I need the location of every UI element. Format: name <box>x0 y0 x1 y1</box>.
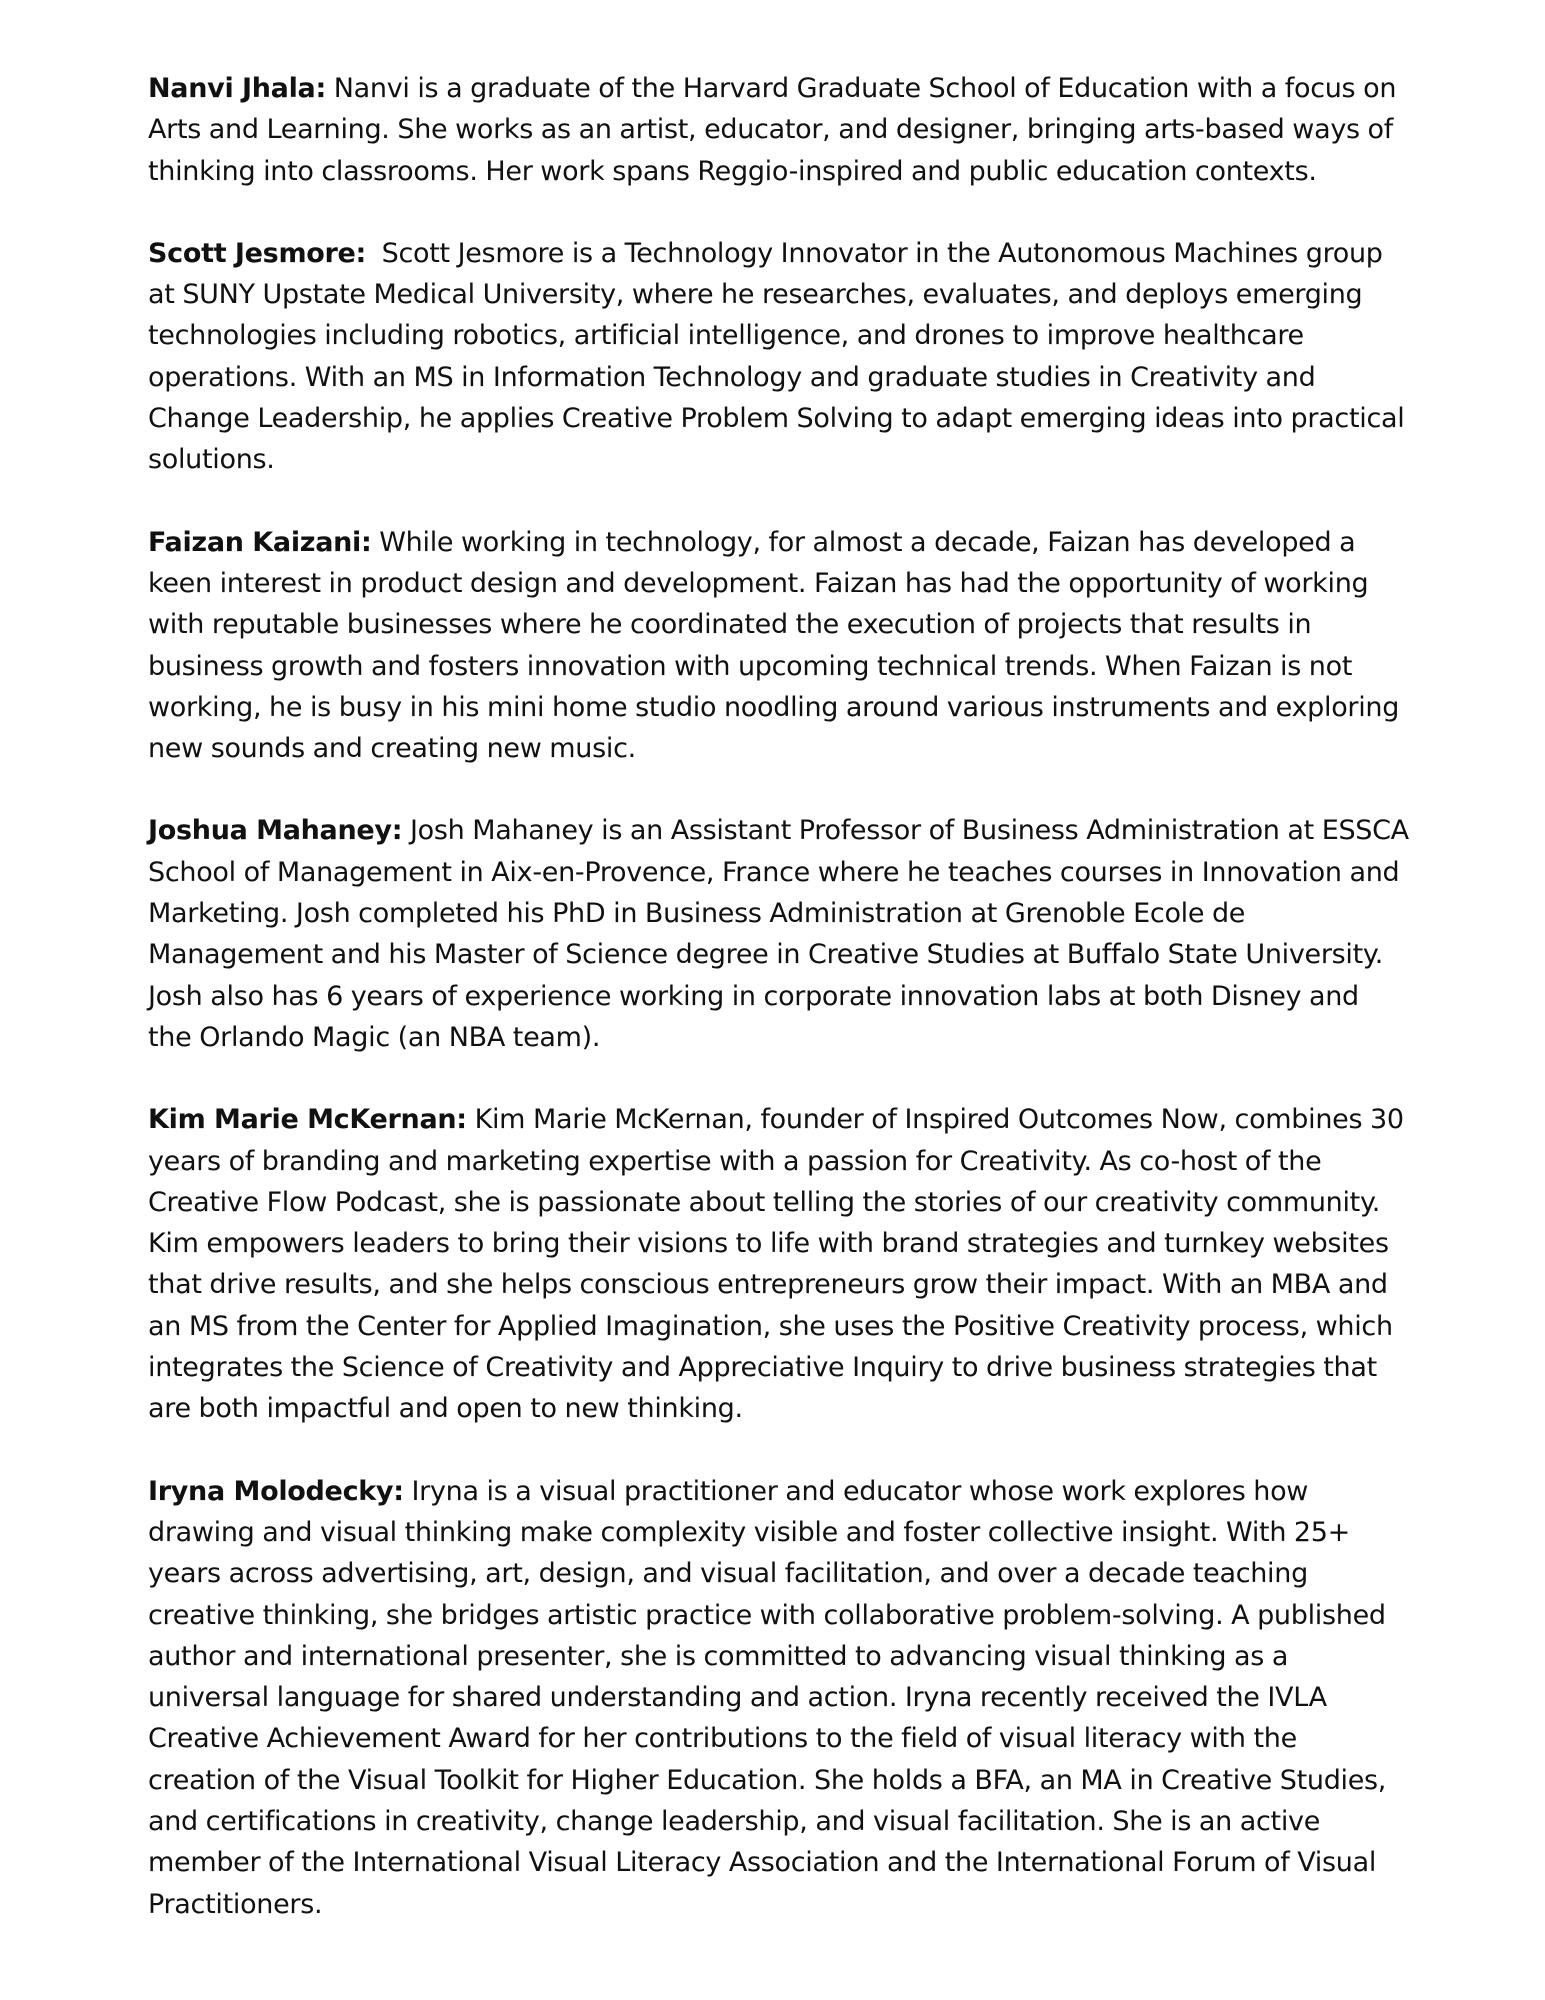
bio-text: Nanvi is a graduate of the Harvard Graduate School of Education with a focus on Arts and Learning. She works as an artist, educator, and designer, bringing arts-based ways of thinking into classrooms. Her work spans Reggio-inspired and public education contexts. <box>148 73 1397 187</box>
bio-kim-marie-mckernan <box>148 1099 1410 1429</box>
bio-text: Kim Marie McKernan, founder of Inspired Outcomes Now, combines 30 years of branding and marketing expertise with a passion for Creativity. As co-host of the Creative Flow Podcast, she is passionate about telling the stories of our creativity community. Kim empowers leaders to bring their visions to life with brand strategies and turnkey websites that drive results, and she helps conscious entrepreneurs grow their impact. With an MBA and an MS from the Center for Applied Imagination, she uses the Positive Creativity process, which integrates the Science of Creativity and Appreciative Inquiry to drive business strategies that are both impactful and open to new thinking. <box>148 1104 1404 1425</box>
bio-name: Scott Jesmore: <box>148 237 367 269</box>
bio-iryna-molodecky <box>148 1471 1410 1925</box>
bio-text: Scott Jesmore is a Technology Innovator in the Autonomous Machines group at SUNY Upstate Medical University, where he researches, evaluates, and deploys emerging technologies including robotics, artificial intelligence, and drones to improve healthcare operations. With an MS in Information Technology and graduate studies in Creativity and Change Leadership, he applies Creative Problem Solving to adapt emerging ideas into practical solutions. <box>148 237 1413 476</box>
bio-name: Kim Marie McKernan: <box>148 1104 467 1136</box>
bio-joshua-mahaney <box>148 810 1410 1058</box>
bio-text: While working in technology, for almost a decade, Faizan has developed a keen interest in product design and development. Faizan has had the opportunity of working with reputable businesses where he coordinated the execution of projects that results in business growth and fosters innovation with upcoming technical trends. When Faizan is not working, he is busy in his mini home studio noodling around various instruments and exploring new sounds and creating new music. <box>148 526 1400 765</box>
bio-scott-jesmore <box>148 233 1413 481</box>
bio-name: Nanvi Jhala: <box>148 73 326 104</box>
bio-text: Iryna is a visual practitioner and educator whose work explores how drawing and visual thinking make complexity visible and foster collective insight. With 25+ years across advertising, art, design, and visual facilitation, and over a decade teaching creative thinking, she bridges artistic practice with collaborative problem-solving. A published author and international presenter, she is committed to advancing visual thinking as a universal language for shared understanding and action. Iryna recently received the IVLA Creative Achievement Award for her contributions to the field of visual literacy with the creation of the Visual Toolkit for Higher Education. She holds a BFA, an MA in Creative Studies, and certifications in creativity, change leadership, and visual facilitation. She is an active member of the International Visual Literacy Association and the International Forum of Visual Practitioners. <box>148 1475 1387 1920</box>
bio-nanvi-jhala <box>148 68 1410 192</box>
bio-name: Joshua Mahaney: <box>148 815 403 847</box>
bio-text: Josh Mahaney is an Assistant Professor of Business Administration at ESSCA School of Management in Aix-en-Provence, France where he teaches courses in Innovation and Marketing. Josh completed his PhD in Business Administration at Grenoble Ecole de Management and his Master of Science degree in Creative Studies at Buffalo State University. Josh also has 6 years of experience working in corporate innovation labs at both Disney and the Orlando Magic (an NBA team). <box>148 815 1409 1053</box>
bio-faizan-kaizani <box>148 522 1410 770</box>
bio-name: Iryna Molodecky: <box>148 1475 404 1507</box>
bio-list <box>148 68 1413 1966</box>
bio-name: Faizan Kaizani: <box>148 526 372 558</box>
